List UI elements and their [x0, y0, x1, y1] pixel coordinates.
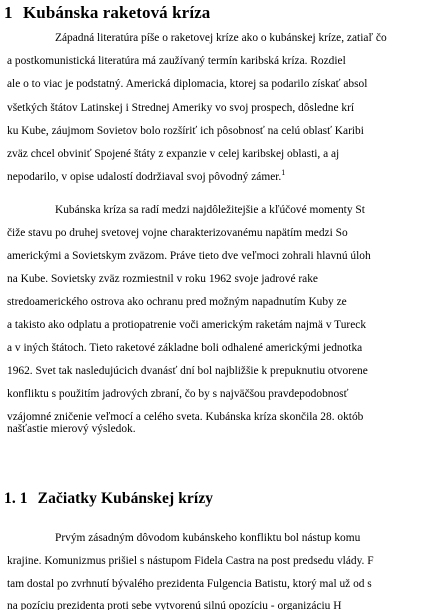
- text-line: stredoamerického ostrova ako ochranu pred možným napadnutím Kuby ze: [7, 296, 347, 308]
- text-line: tam dostal po zvrhnutí bývalého prezidenta Fulgencia Batistu, ktorý mal už od s: [7, 578, 372, 590]
- text-line: a v iných štátoch. Tieto raketové základne boli odhalené americkými jednotka: [7, 342, 363, 354]
- section-heading: [4, 490, 213, 508]
- text-line: na Kube. Sovietsky zväz rozmiestnil v roku 1962 svoje jadrové rake: [7, 273, 318, 285]
- text-line: Kubánska kríza sa radí medzi najdôležitejšie a kľúčové momenty St: [55, 204, 365, 216]
- text-line: a postkomunistická literatúra má zaužívaný termín karibská kríza. Rozdiel: [7, 55, 346, 67]
- section-title: Začiatky Kubánskej krízy: [37, 490, 214, 507]
- text-line-last: [7, 170, 285, 184]
- text-line: všetkých štátov Latinskej i Strednej Ameriky vo svoj prospech, dôsledne krí: [7, 102, 355, 114]
- footnote-reference[interactable]: 1: [281, 168, 286, 177]
- text-line: ku Kube, záujmom Sovietov bolo rozšíriť ich pôsobnosť na celú oblasť Karibi: [7, 125, 364, 137]
- chapter-heading: [4, 3, 210, 23]
- text-line-content: nepodarilo, v opise udalostí dodržiaval svoj pôvodný zámer.: [7, 171, 282, 183]
- section-number: 1. 1: [4, 490, 28, 507]
- text-line: zväz chcel obviniť Spojené štáty z expanzie v celej karibskej oblasti, a aj: [7, 148, 340, 160]
- text-line: Prvým zásadným dôvodom kubánskeho konfliktu bol nástup komu: [55, 532, 361, 544]
- text-line: konfliktu s použitím jadrových zbraní, čo by s najväčšou pravdepodobnosť: [7, 388, 349, 400]
- text-line: vzájomné zničenie veľmocí a celého sveta. Kubánska kríza skončila 28. októb: [7, 411, 364, 423]
- chapter-number: 1: [4, 3, 13, 22]
- text-line: 1962. Svet tak nasledujúcich dvanásť dní bol najbližšie k prepuknutiu otvorene: [7, 365, 368, 377]
- text-line: Západná literatúra píše o raketovej kríze ako o kubánskej kríze, zatiaľ čo: [55, 32, 387, 44]
- text-line: a takisto ako odplatu a protiopatrenie voči americkým raketám najmä v Tureck: [7, 319, 367, 331]
- text-line: americkými a Sovietskym zväzom. Práve tieto dve veľmoci zohrali hlavnú úloh: [7, 250, 371, 262]
- text-line: čiže stavu po druhej svetovej vojne charakterizovanému napätím medzi So: [7, 227, 348, 239]
- text-line: krajine. Komunizmus prišiel s nástupom Fidela Castra na post predsedu vlády. F: [7, 555, 374, 567]
- chapter-title: Kubánska raketová kríza: [22, 3, 211, 22]
- text-line: na pozíciu prezidenta proti sebe vytvorenú silnú opozíciu - organizáciu H: [7, 600, 342, 610]
- text-line: ale o to viac je podstatný. Americká diplomacia, ktorej sa podarilo získať absol: [7, 78, 368, 90]
- text-line: našťastie mierový výsledok.: [7, 423, 136, 435]
